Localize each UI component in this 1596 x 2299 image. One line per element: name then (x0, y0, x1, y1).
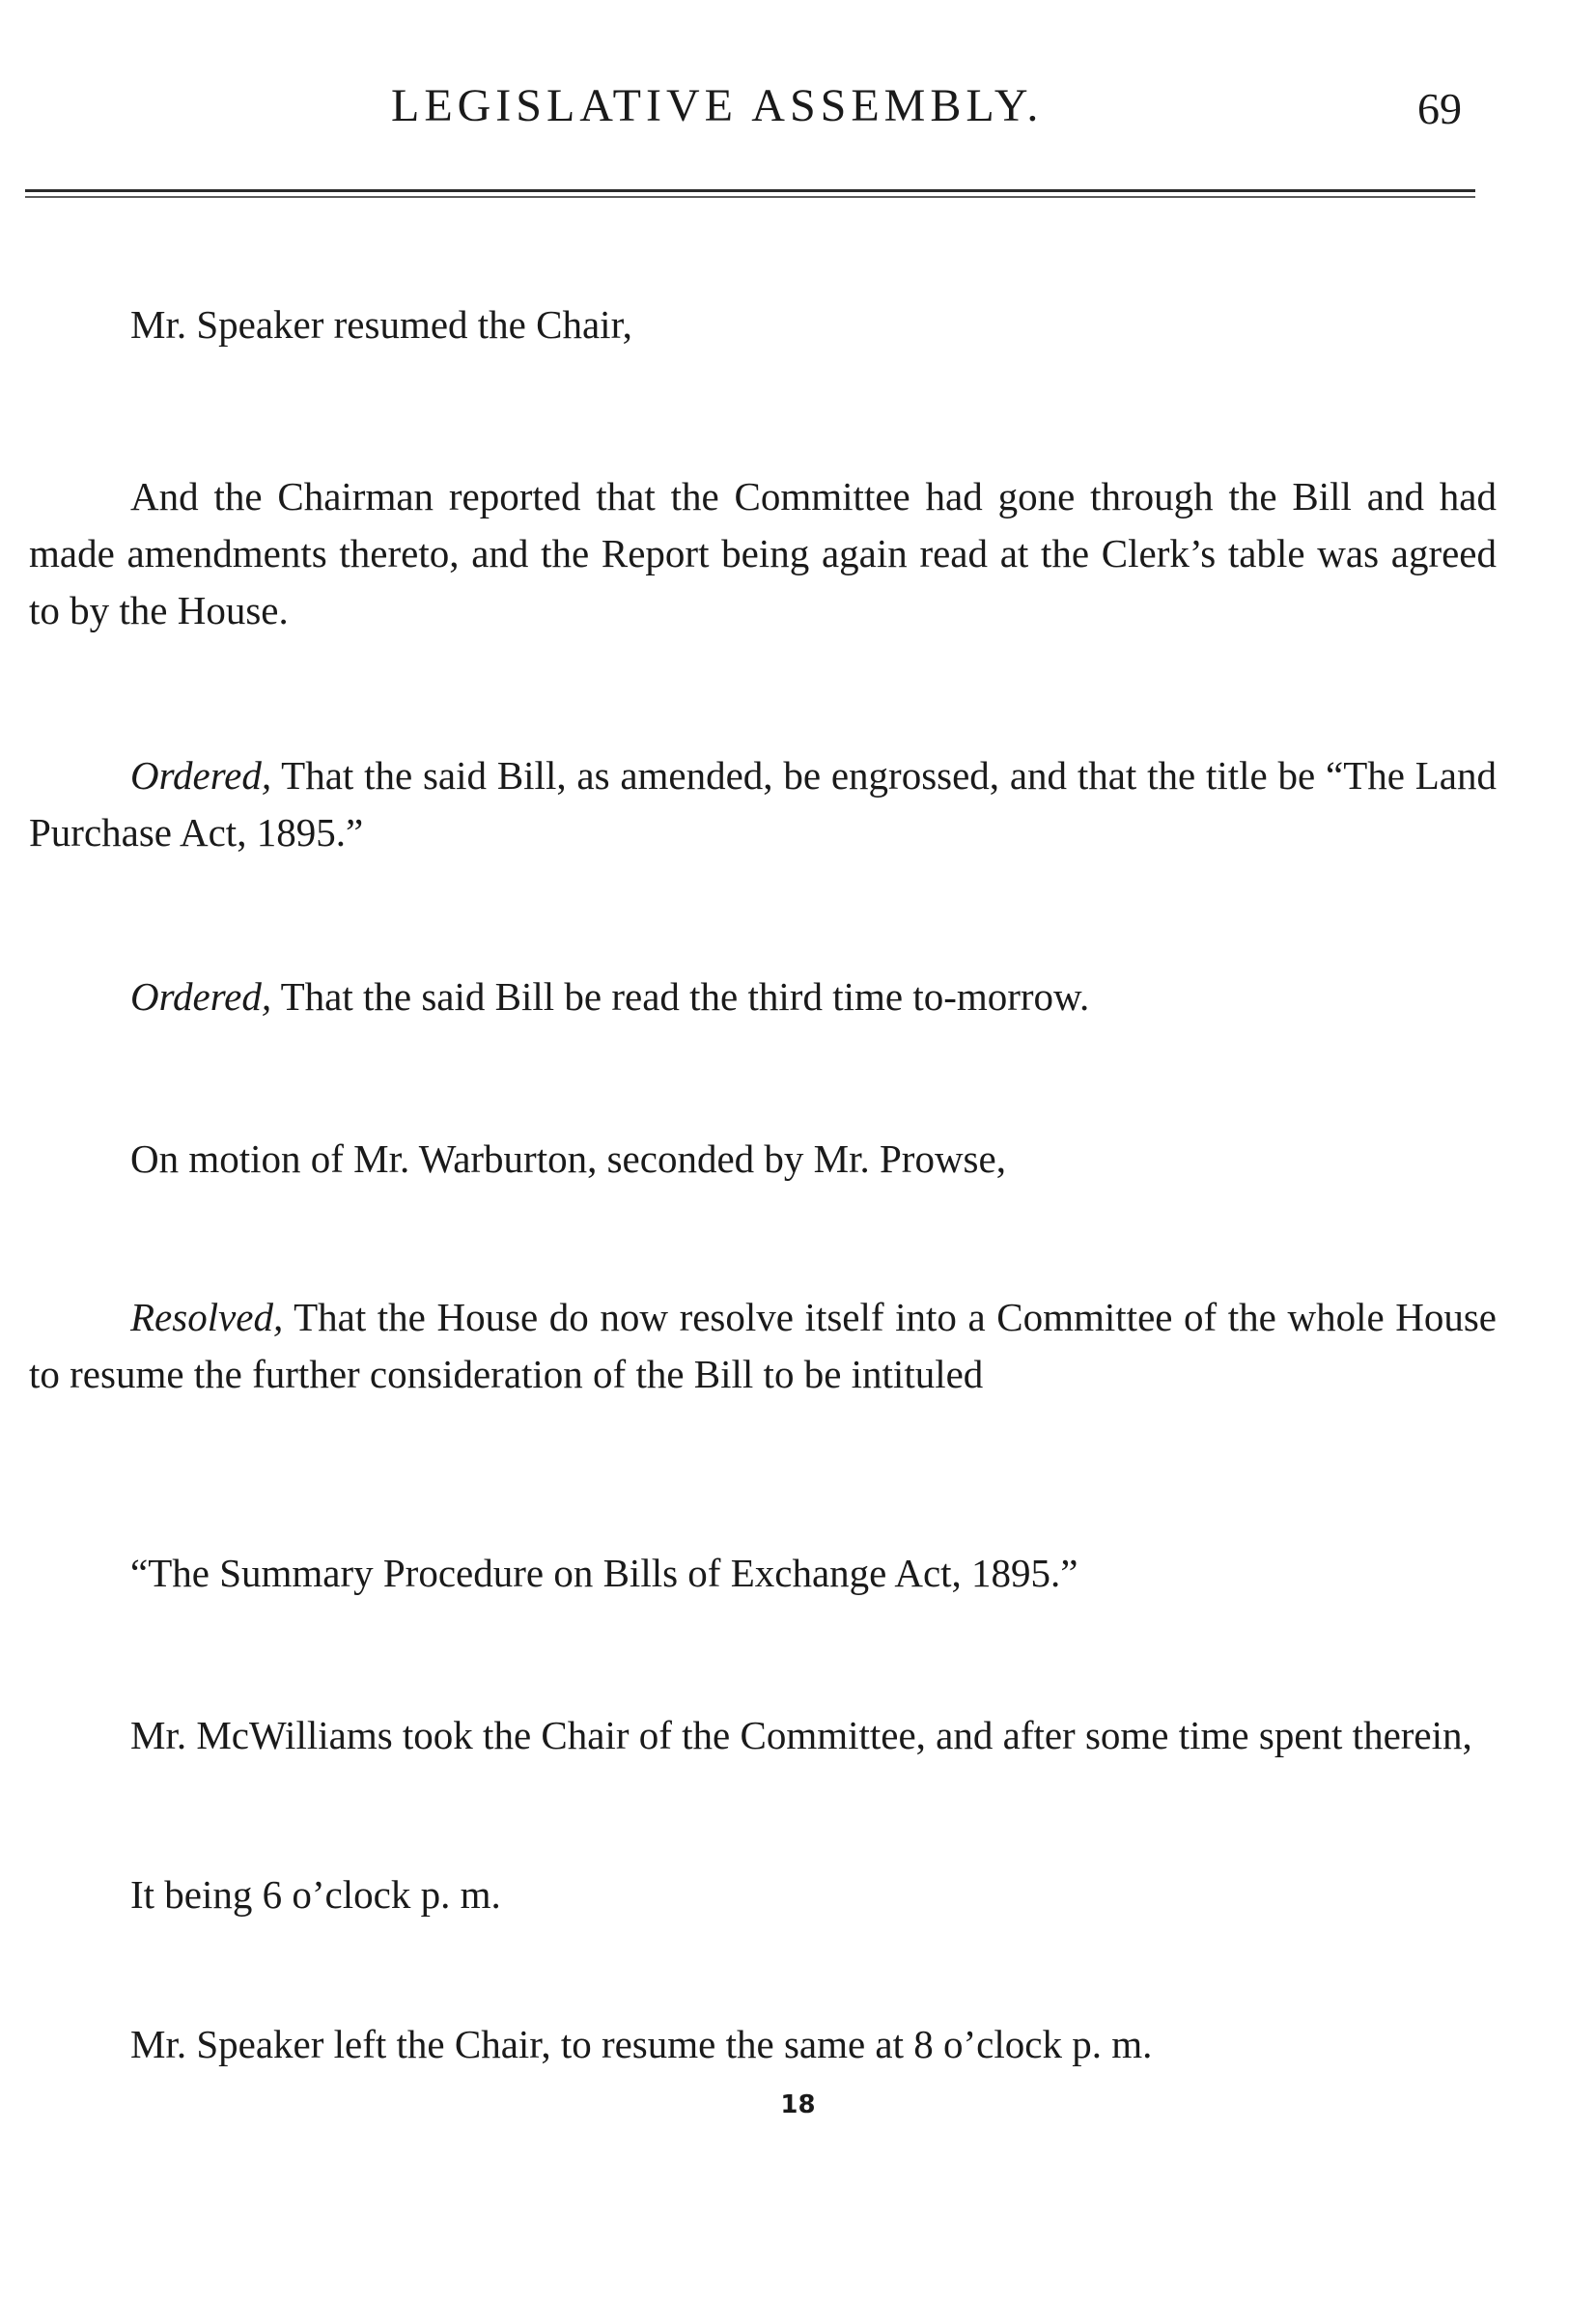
paragraph-text: Mr. Speaker resumed the Chair, (130, 302, 632, 347)
paragraph-resolved (29, 1289, 1497, 1403)
page-header (0, 79, 1596, 147)
header-rule (25, 189, 1475, 192)
paragraph-mcwilliams (29, 1707, 1497, 1764)
paragraph-text: Mr. Speaker left the Chair, to resume the same at 8 o’clock p. m. (130, 2022, 1153, 2066)
paragraph-ordered-third-reading (29, 968, 1497, 1025)
running-title: LEGISLATIVE ASSEMBLY. (391, 80, 1044, 131)
page-number: 69 (1417, 84, 1462, 133)
ordered-lead: Ordered, (130, 974, 272, 1019)
paragraph-speaker-resumed (29, 296, 1497, 353)
paragraph-text: And the Chairman reported that the Committee had gone through the Bill and had made amendments thereto, and the Report being again read at the Clerk’s table was agreed to by the House. (29, 474, 1497, 632)
paragraph-six-oclock (29, 1866, 1497, 1923)
paragraph-text: That the said Bill, as amended, be engrossed, and that the title be “The Land Purchase Act, 1895.” (29, 753, 1497, 855)
paragraph-text: On motion of Mr. Warburton, seconded by Mr. Prowse, (130, 1136, 1006, 1181)
header-rule-secondary (25, 196, 1475, 198)
paragraph-bill-title (29, 1545, 1497, 1602)
signature-mark: 18 (780, 2090, 816, 2119)
paragraph-text: It being 6 o’clock p. m. (130, 1872, 501, 1917)
paragraph-ordered-engrossed (29, 747, 1497, 861)
paragraph-text: Mr. McWilliams took the Chair of the Committee, and after some time spent therein, (130, 1713, 1472, 1757)
paragraph-speaker-left (29, 2016, 1497, 2073)
resolved-lead: Resolved, (130, 1295, 284, 1339)
paragraph-text: That the House do now resolve itself into a Committee of the whole House to resume the further consideration of the Bill to be intituled (29, 1295, 1497, 1396)
paragraph-motion (29, 1131, 1497, 1188)
ordered-lead: Ordered, (130, 753, 272, 798)
paragraph-chairman-reported (29, 468, 1497, 639)
paragraph-text: “The Summary Procedure on Bills of Exchange Act, 1895.” (130, 1551, 1078, 1595)
paragraph-text: That the said Bill be read the third time to-morrow. (271, 974, 1090, 1019)
